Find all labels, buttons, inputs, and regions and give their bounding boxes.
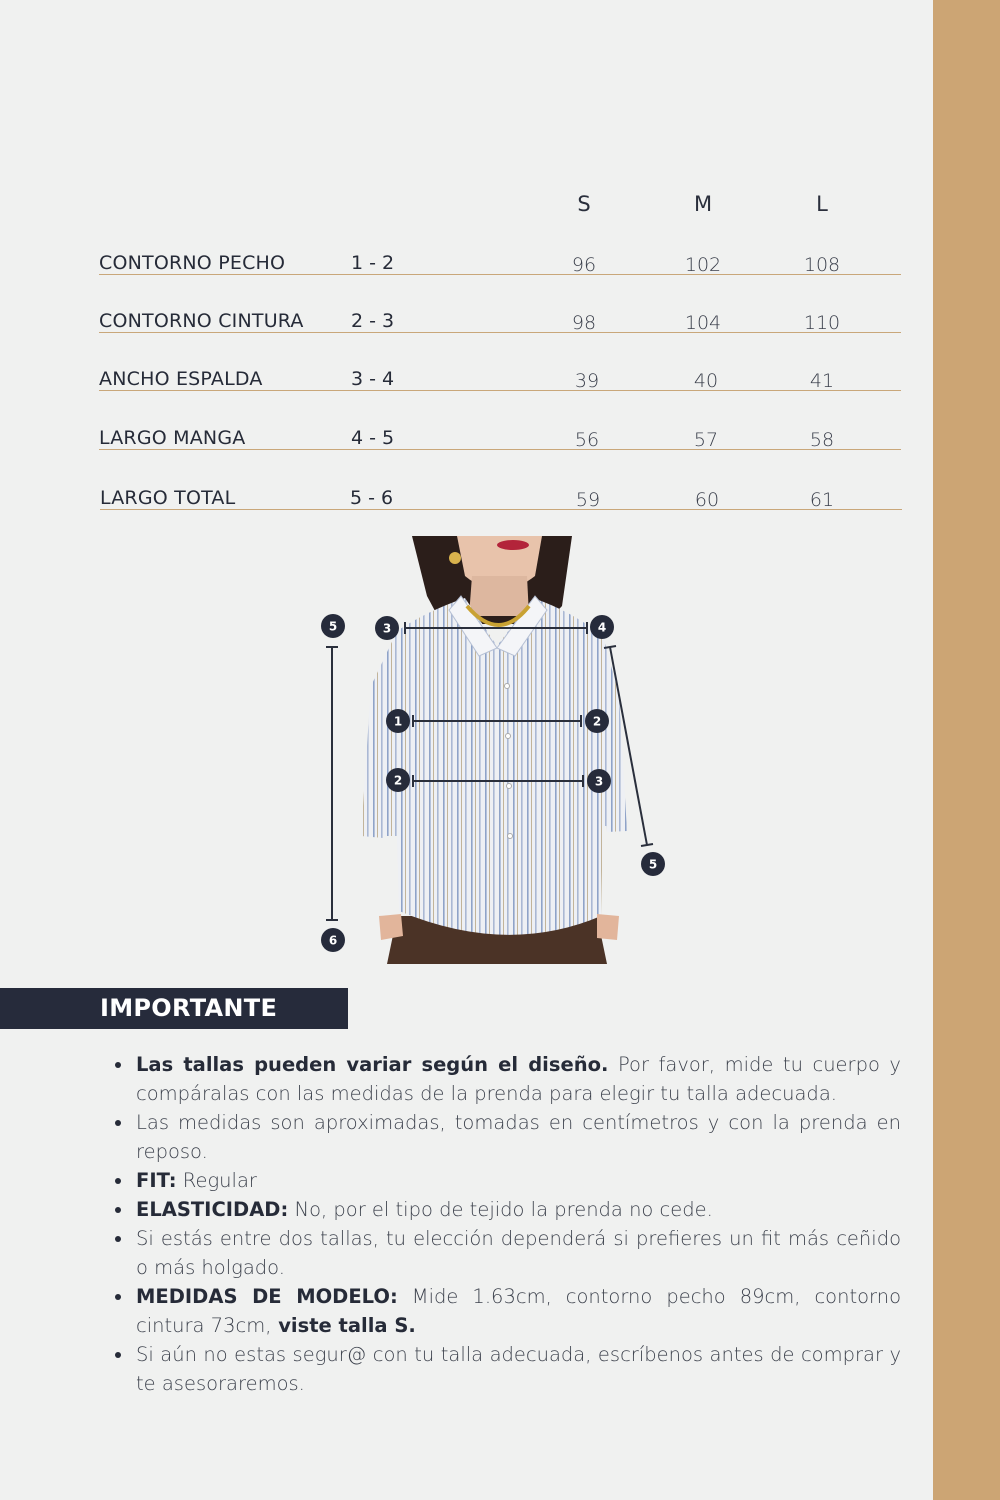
value-l: 108 — [803, 254, 841, 276]
value-s: 56 — [574, 429, 600, 451]
value-l: 110 — [803, 312, 841, 334]
svg-text:6: 6 — [328, 933, 338, 948]
value-s: 59 — [575, 489, 601, 511]
size-l-header: L — [816, 192, 828, 216]
row-points: 2 - 3 — [351, 310, 395, 332]
value-s: 98 — [571, 312, 597, 334]
marker-1-chest — [386, 709, 410, 733]
marker-4-shoulder — [590, 615, 614, 639]
importante-banner — [0, 988, 348, 1029]
size-m-header: M — [693, 192, 713, 216]
svg-text:2: 2 — [393, 773, 403, 788]
marker-3-shoulder — [375, 616, 399, 640]
row-points: 3 - 4 — [351, 368, 395, 390]
note-item: ELASTICIDAD: No, por el tipo de tejido la prenda no cede. — [108, 1195, 901, 1224]
value-s: 96 — [571, 254, 597, 276]
marker-2-waist — [386, 768, 410, 792]
value-m: 40 — [693, 370, 719, 392]
marker-6-bottom — [321, 928, 345, 952]
row-label: CONTORNO PECHO — [99, 252, 286, 274]
marker-5-sleeve — [641, 852, 665, 876]
row-label: CONTORNO CINTURA — [99, 310, 304, 332]
note-item: FIT: Regular — [108, 1166, 901, 1195]
row-points: 5 - 6 — [350, 487, 394, 509]
value-m: 57 — [693, 429, 719, 451]
note-item: Si estás entre dos tallas, tu elección dependerá si prefieres un fit más ceñido o más holgado. — [108, 1224, 901, 1282]
svg-text:1: 1 — [393, 714, 403, 729]
notes-list — [108, 1050, 901, 1398]
row-points: 1 - 2 — [351, 252, 395, 274]
marker-3-waist — [587, 769, 611, 793]
note-item: Si aún no estas segur@ con tu talla adecuada, escríbenos antes de comprar y te asesoraremos. — [108, 1340, 901, 1398]
svg-text:3: 3 — [382, 621, 392, 636]
note-item: MEDIDAS DE MODELO: Mide 1.63cm, contorno pecho 89cm, contorno cintura 73cm, viste talla S. — [108, 1282, 901, 1340]
row-label: ANCHO ESPALDA — [99, 368, 263, 390]
svg-text:5: 5 — [328, 619, 338, 634]
svg-text:4: 4 — [597, 620, 607, 635]
size-s-header: S — [577, 192, 591, 216]
value-m: 60 — [694, 489, 720, 511]
row-label: LARGO TOTAL — [100, 487, 236, 509]
value-s: 39 — [574, 370, 600, 392]
importante-title: IMPORTANTE — [100, 994, 278, 1022]
svg-text:5: 5 — [648, 857, 658, 872]
note-item: Las tallas pueden variar según el diseño. Por favor, mide tu cuerpo y compáralas con las medidas de la prenda para elegir tu talla adecuada. — [108, 1050, 901, 1108]
svg-text:3: 3 — [594, 774, 604, 789]
row-points: 4 - 5 — [351, 427, 395, 449]
svg-text:2: 2 — [592, 714, 602, 729]
value-m: 104 — [684, 312, 722, 334]
row-label: LARGO MANGA — [99, 427, 246, 449]
value-l: 41 — [809, 370, 835, 392]
value-l: 58 — [809, 429, 835, 451]
value-l: 61 — [809, 489, 835, 511]
note-item: Las medidas son aproximadas, tomadas en centímetros y con la prenda en reposo. — [108, 1108, 901, 1166]
marker-5-top — [321, 614, 345, 638]
marker-2-chest — [585, 709, 609, 733]
value-m: 102 — [684, 254, 722, 276]
